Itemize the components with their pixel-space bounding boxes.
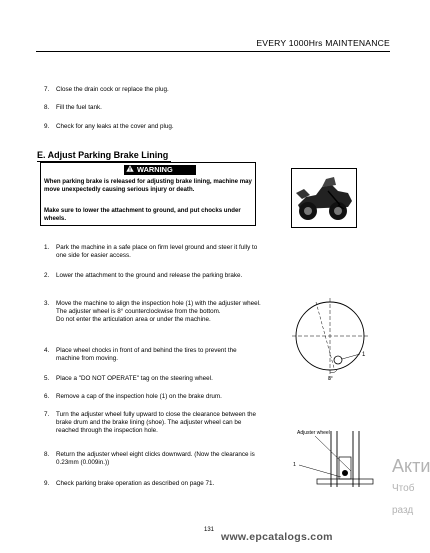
adjuster-callout: 1: [293, 462, 297, 468]
step-text: Place a "DO NOT OPERATE" tag on the steering wheel.: [56, 375, 213, 382]
step-text: Close the drain cock or replace the plug.: [56, 86, 169, 93]
header-rule: [36, 51, 390, 52]
list-item: [44, 480, 262, 488]
angle-label: 8°: [328, 376, 333, 382]
list-item: [44, 104, 262, 112]
step-text: Turn the adjuster wheel fully upward to close the clearance between the brake drum and the brake lining (shoe). The adjuster wheel can be reached through the inspection hole.: [56, 411, 256, 434]
step-text: Lower the attachment to the ground and release the parking brake.: [56, 272, 243, 279]
list-item: [44, 272, 262, 280]
machine-photo: [291, 168, 357, 228]
list-item: [44, 411, 262, 435]
step-text: Move the machine to align the inspection hole (1) with the adjuster wheel. The adjuster wheel is 8° counterclockwise from the bottom.: [56, 300, 261, 315]
inspection-hole-callout: 1: [362, 352, 366, 358]
header-title: EVERY 1000Hrs MAINTENANCE: [256, 38, 390, 48]
warning-header: [124, 165, 196, 175]
warning-text: When parking brake is released for adjusting brake lining, machine may move unexpectedly causing serious injury or death.: [44, 178, 252, 193]
list-item: [44, 244, 262, 260]
list-item: [44, 123, 262, 131]
list-item: [44, 86, 262, 94]
watermark-line: Чтоб: [392, 483, 415, 494]
warning-instruction: Make sure to lower the attachment to ground, and put chocks under wheels.: [44, 207, 241, 222]
page-number: 131: [204, 527, 215, 533]
list-item: [44, 347, 262, 363]
step-number: 8.: [44, 104, 50, 111]
step-number: 7.: [44, 86, 50, 93]
brake-drum-diagram: [290, 296, 380, 391]
step-text: Check for any leaks at the cover and plug.: [56, 123, 174, 130]
step-number: 9.: [44, 480, 50, 487]
step-number: 3.: [44, 300, 50, 307]
step-note: Do not enter the articulation area or under the machine.: [56, 316, 211, 323]
warning-label: WARNING: [137, 165, 173, 174]
warning-triangle-icon: [126, 165, 134, 175]
adjuster-wheel-diagram: [287, 427, 377, 494]
step-number: 1.: [44, 244, 50, 251]
list-item: [44, 451, 262, 467]
warning-box: [40, 162, 256, 226]
step-number: 6.: [44, 393, 50, 400]
step-text: Place wheel chocks in front of and behind the tires to prevent the machine from moving.: [56, 347, 237, 362]
watermark-line: разд: [392, 505, 414, 516]
section-title: E. Adjust Parking Brake Lining: [37, 150, 169, 160]
watermark-line: Акти: [392, 456, 430, 476]
step-number: 4.: [44, 347, 50, 354]
step-number: 2.: [44, 272, 50, 279]
list-item: [44, 375, 262, 383]
list-item: [44, 300, 262, 324]
step-text: Fill the fuel tank.: [56, 104, 102, 111]
step-number: 8.: [44, 451, 50, 458]
step-text: Park the machine in a safe place on firm level ground and steer it fully to one side for easier access.: [56, 244, 258, 259]
step-number: 7.: [44, 411, 50, 418]
step-number: 5.: [44, 375, 50, 382]
step-number: 9.: [44, 123, 50, 130]
adjuster-wheel-label: Adjuster wheel: [297, 430, 330, 436]
list-item: [44, 393, 262, 401]
step-text: Return the adjuster wheel eight clicks downward. (Now the clearance is 0.23mm (0.009in.)): [56, 451, 255, 466]
footer-url[interactable]: www.epcatalogs.com: [221, 531, 333, 543]
step-text: Check parking brake operation as described on page 71.: [56, 480, 215, 487]
step-text: Remove a cap of the inspection hole (1) on the brake drum.: [56, 393, 222, 400]
